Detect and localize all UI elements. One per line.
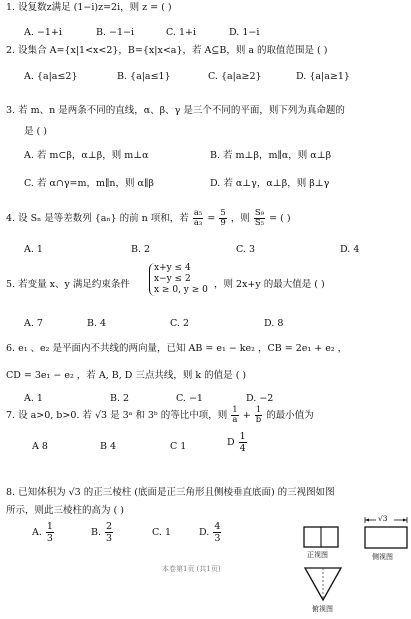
q4-frac2-den: 9 <box>220 218 226 228</box>
q7-frac2-num: 1 <box>255 405 262 415</box>
q7-option-d-num: 1 <box>239 431 246 442</box>
q3-option-a: A. 若 m⊂β，α⊥β，则 m⊥α <box>24 150 149 161</box>
q4-option-d: D. 4 <box>340 244 360 255</box>
q5-option-c: C. 2 <box>170 318 190 329</box>
q8-option-d-label: D. <box>199 527 210 538</box>
q4-option-c: C. 3 <box>236 244 256 255</box>
q7-option-d <box>227 430 248 456</box>
q7-stem-end: 的最小值为 <box>266 410 314 421</box>
q5-stem-text: 5. 若变量 x、y 满足约束条件 <box>6 279 130 290</box>
q4-fraction-a5-a3 <box>193 209 203 228</box>
q3-stem: 3. 若 m、n 是两条不同的直线，α、β、γ 是三个不同的平面，则下列为真命题的 <box>6 105 345 116</box>
q6-option-a: A. 1 <box>24 393 43 404</box>
q4-equals: = <box>207 213 216 224</box>
q7-option-d-fraction <box>239 431 247 454</box>
q4-frac1-den: a₃ <box>193 218 203 228</box>
q4-option-b: B. 2 <box>131 244 151 255</box>
q7-frac2-den: b <box>255 415 262 425</box>
front-view-shape <box>303 526 339 548</box>
q7-stem-text: 7. 设 a>0, b>0. 若 √3 是 3ᵃ 和 3ᵇ 的等比中项，则 <box>6 410 228 421</box>
q8-option-b-den: 3 <box>106 533 113 544</box>
q3-option-c: C. 若 α∩γ=m，m∥n，则 α∥β <box>24 178 154 189</box>
q8-option-a <box>32 520 55 546</box>
q5-constraint-1: x+y ≤ 4 <box>154 263 191 273</box>
q6-option-c: C. −1 <box>176 393 203 404</box>
q4-stem <box>6 206 291 232</box>
q5-option-b: B. 4 <box>87 318 107 329</box>
q7-option-d-den: 4 <box>239 443 246 454</box>
q8-option-b-fraction <box>105 521 113 544</box>
q5-option-a: A. 7 <box>24 318 43 329</box>
q1-stem: 1. 设复数z满足 (1−i)z=2i，则 z = ( ) <box>6 2 172 13</box>
q3-option-d: D. 若 α⊥γ，α⊥β，则 β⊥γ <box>210 178 330 189</box>
q7-fraction-1-a <box>231 406 238 425</box>
q6-stem: 6. e₁ 、e₂ 是平面内不共线的两向量，已知 AB = e₁ − ke₂ ，CB = 2e₁ + e₂ ， <box>6 343 348 354</box>
q4-frac1-num: a₅ <box>193 208 203 218</box>
q7-fraction-1-b <box>255 406 262 425</box>
q6-stem-cont: CD = 3e₁ − e₂ ，若 A, B, D 三点共线，则 k 的值是 ( ) <box>6 370 247 381</box>
q8-option-a-num: 1 <box>46 521 53 532</box>
q5-option-d: D. 8 <box>264 318 284 329</box>
q8-option-b-label: B. <box>91 527 102 538</box>
q5-constraint-2: x−y ≤ 2 <box>154 274 191 284</box>
q4-stem-end: = ( ) <box>269 213 291 224</box>
q5-constraint-3: x ≥ 0, y ≥ 0 <box>154 285 208 295</box>
q8-option-d <box>199 520 222 546</box>
q2-option-b: B. {a|a≤1} <box>117 71 171 82</box>
q3-stem-cont: 是 ( ) <box>24 126 47 137</box>
q8-option-d-fraction <box>213 521 221 544</box>
q1-option-d: D. 1−i <box>229 27 260 38</box>
q4-fraction-s9-s5 <box>254 209 265 228</box>
q2-option-c: C. {a|a≥2} <box>208 71 262 82</box>
page-footer: 本卷第1页 (共1页) <box>162 565 221 573</box>
q4-option-a: A. 1 <box>24 244 43 255</box>
q8-option-d-den: 3 <box>214 533 221 544</box>
q5-stem-end: ，则 2x+y 的最大值是 ( ) <box>214 279 325 290</box>
q8-option-a-label: A. <box>32 527 42 538</box>
q2-option-a: A. {a|a≤2} <box>24 71 78 82</box>
q8-option-a-fraction <box>46 521 54 544</box>
q7-frac1-num: 1 <box>232 405 238 415</box>
q4-frac3-num: S₉ <box>254 208 265 218</box>
q2-option-d: D. {a|a≥1} <box>296 71 350 82</box>
top-view-caption: 俯视图 <box>312 605 333 613</box>
q7-option-c: C 1 <box>170 441 187 452</box>
q2-stem: 2. 设集合 A={x|1<x<2}，B={x|x<a}，若 A⊆B，则 a 的取值范围是 ( ) <box>6 45 328 56</box>
q3-option-b: B. 若 m⊥β，m∥α，则 α⊥β <box>210 150 332 161</box>
q8-option-b-num: 2 <box>106 521 113 532</box>
q6-option-b: B. 2 <box>110 393 130 404</box>
q8-stem-cont: 所示，则此三棱柱的高为 ( ) <box>6 505 124 516</box>
q8-stem: 8. 已知体积为 √3 的正三棱柱 (底面是正三角形且侧棱垂直底面) 的三视图如图 <box>6 487 335 498</box>
q7-option-a: A 8 <box>32 441 48 452</box>
q1-option-c: C. 1+i <box>166 27 197 38</box>
q7-stem <box>6 403 314 429</box>
q7-option-d-label: D <box>227 437 235 448</box>
q7-plus: + <box>242 410 251 421</box>
top-view-shape <box>303 566 343 602</box>
q8-option-a-den: 3 <box>46 533 53 544</box>
q7-frac1-den: a <box>232 415 238 425</box>
q4-then: ，则 <box>230 213 250 224</box>
q1-option-a: A. −1+i <box>24 27 62 38</box>
q4-frac2-num: 5 <box>220 208 226 218</box>
q4-stem-text: 4. 设 Sₙ 是等差数列 {aₙ} 的前 n 项和，若 <box>6 213 189 224</box>
q7-option-b: B 4 <box>100 441 117 452</box>
q1-option-b: B. −1−i <box>96 27 135 38</box>
q6-option-d: D. −2 <box>246 393 274 404</box>
q8-option-b <box>91 520 114 546</box>
side-view-dimension: √3 <box>378 514 388 523</box>
q4-fraction-5-9 <box>219 209 226 228</box>
q8-option-c: C. 1 <box>152 527 172 538</box>
q4-frac3-den: S₅ <box>254 218 265 228</box>
q8-option-d-num: 4 <box>214 521 221 532</box>
q5-constraint-system <box>149 263 208 296</box>
front-view-caption: 正视图 <box>307 551 328 559</box>
side-view-caption: 侧视图 <box>372 553 393 561</box>
